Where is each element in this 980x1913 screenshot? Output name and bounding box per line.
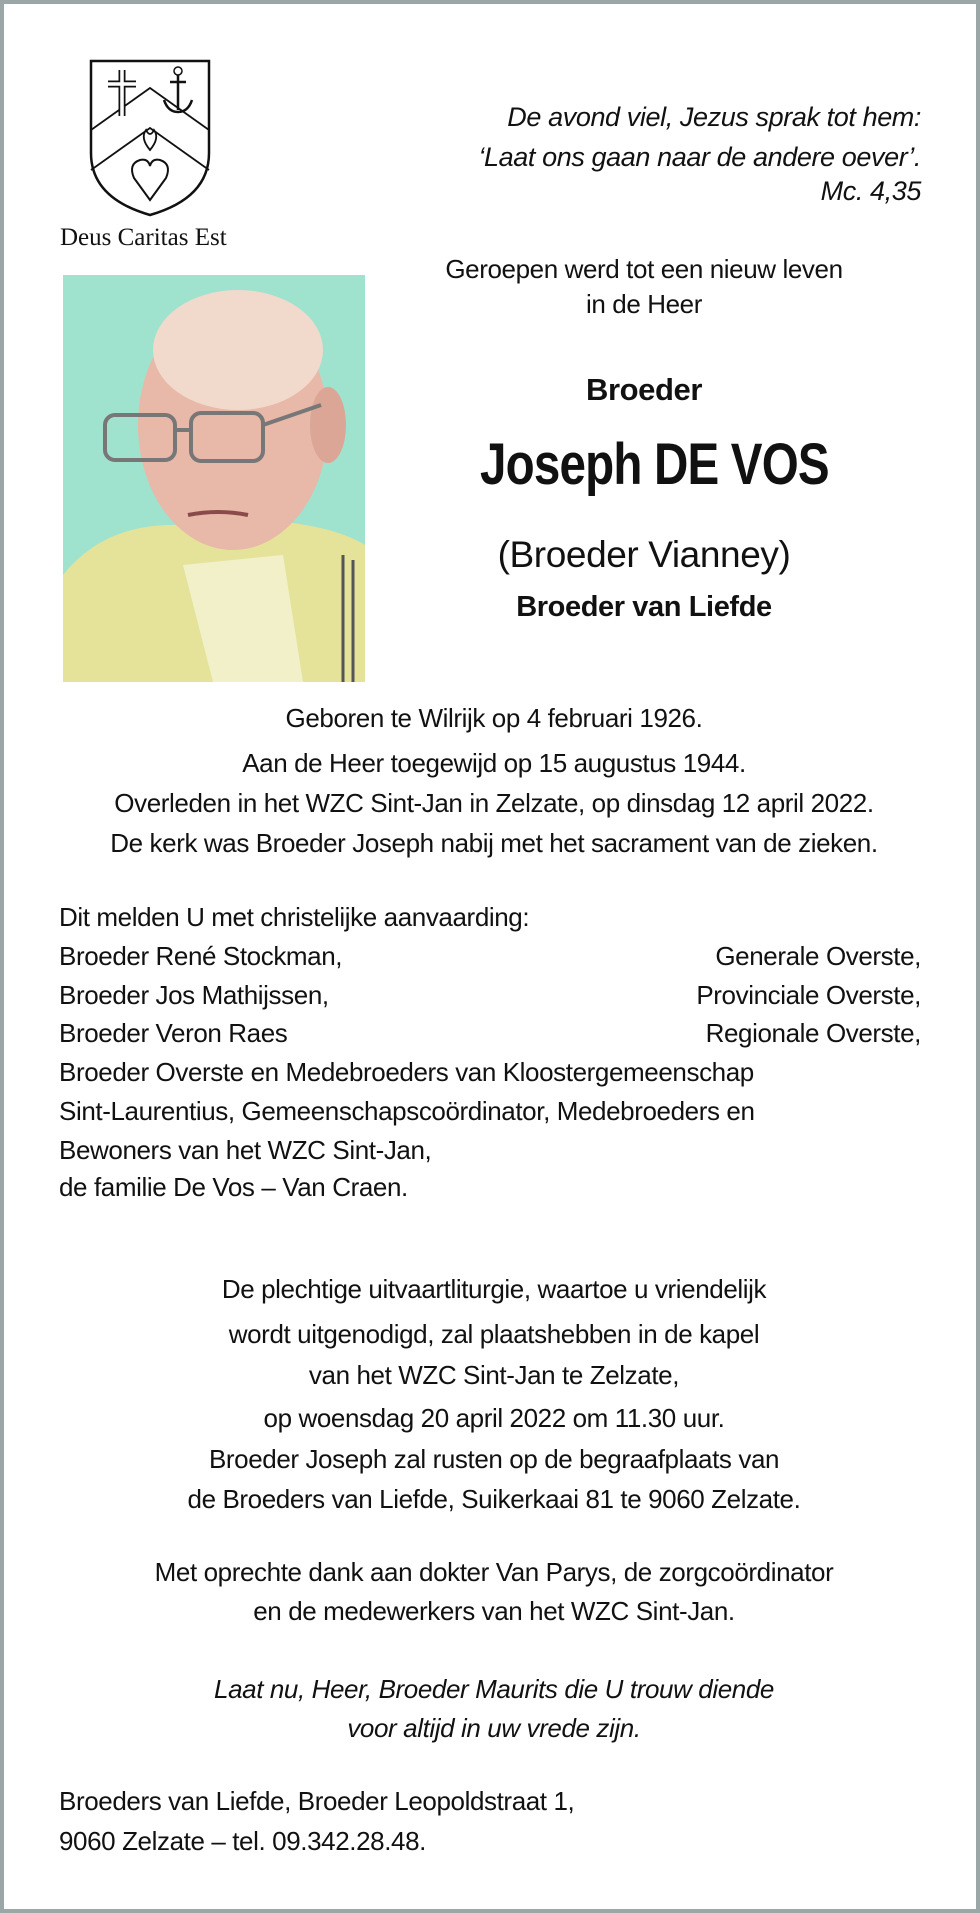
life-line: De kerk was Broeder Joseph nabij met het sacrament van de zieken. [110, 828, 878, 858]
thanks-line: en de medewerkers van het WZC Sint-Jan. [253, 1596, 735, 1626]
life-line: Overleden in het WZC Sint-Jan in Zelzate, op dinsdag 12 april 2022. [114, 788, 874, 818]
prayer-line: Laat nu, Heer, Broeder Maurits die U trouw diende [214, 1674, 774, 1704]
funeral-line: wordt uitgenodigd, zal plaatshebben in de kapel [228, 1319, 760, 1349]
life-line: Geboren te Wilrijk op 4 februari 1926. [285, 703, 703, 733]
burial-line: de Broeders van Liefde, Suikerkaai 81 te 9060 Zelzate. [187, 1484, 801, 1514]
official-name: Broeder Jos Mathijssen, [59, 980, 329, 1010]
announcement-line: Sint-Laurentius, Gemeenschapscoördinator, Medebroeders en [59, 1096, 755, 1126]
prayer-line: voor altijd in uw vrede zijn. [347, 1713, 641, 1743]
official-role: Regionale Overste, [705, 1018, 921, 1048]
official-name: Broeder Veron Raes [59, 1018, 288, 1048]
announcement-line: de familie De Vos – Van Craen. [59, 1172, 408, 1202]
address-line: 9060 Zelzate – tel. 09.342.28.48. [59, 1826, 426, 1856]
funeral-line: De plechtige uitvaartliturgie, waartoe u vriendelijk [221, 1274, 767, 1304]
announcement-line: Bewoners van het WZC Sint-Jan, [59, 1135, 432, 1165]
official-name: Broeder René Stockman, [59, 941, 343, 971]
called-line: in de Heer [586, 289, 702, 319]
portrait-photo [63, 275, 365, 682]
title: Broeder [585, 372, 703, 407]
announcement-intro: Dit melden U met christelijke aanvaarding: [59, 902, 530, 932]
quote-line: ‘Laat ons gaan naar de andere oever’. [478, 142, 921, 172]
announcement-line: Broeder Overste en Medebroeders van Kloostergemeenschap [59, 1057, 754, 1087]
funeral-line: op woensdag 20 april 2022 om 11.30 uur. [263, 1403, 725, 1433]
life-line: Aan de Heer toegewijd op 15 augustus 1944. [242, 748, 746, 778]
congregation: Broeder van Liefde [516, 591, 772, 623]
official-role: Generale Overste, [715, 941, 921, 971]
quote-reference: Mc. 4,35 [820, 176, 921, 206]
coat-of-arms-icon [88, 58, 214, 218]
religious-name: (Broeder Vianney) [497, 534, 791, 575]
deceased-name: Joseph DE VOS [480, 432, 829, 497]
thanks-line: Met oprechte dank aan dokter Van Parys, de zorgcoördinator [154, 1557, 834, 1587]
official-role: Provinciale Overste, [696, 980, 921, 1010]
burial-line: Broeder Joseph zal rusten op de begraafplaats van [208, 1444, 780, 1474]
called-line: Geroepen werd tot een nieuw leven [445, 254, 843, 284]
quote-line: De avond viel, Jezus sprak tot hem: [507, 102, 921, 132]
funeral-line: van het WZC Sint-Jan te Zelzate, [308, 1360, 680, 1390]
address-line: Broeders van Liefde, Broeder Leopoldstraat 1, [59, 1786, 575, 1816]
motto: Deus Caritas Est [60, 224, 227, 251]
